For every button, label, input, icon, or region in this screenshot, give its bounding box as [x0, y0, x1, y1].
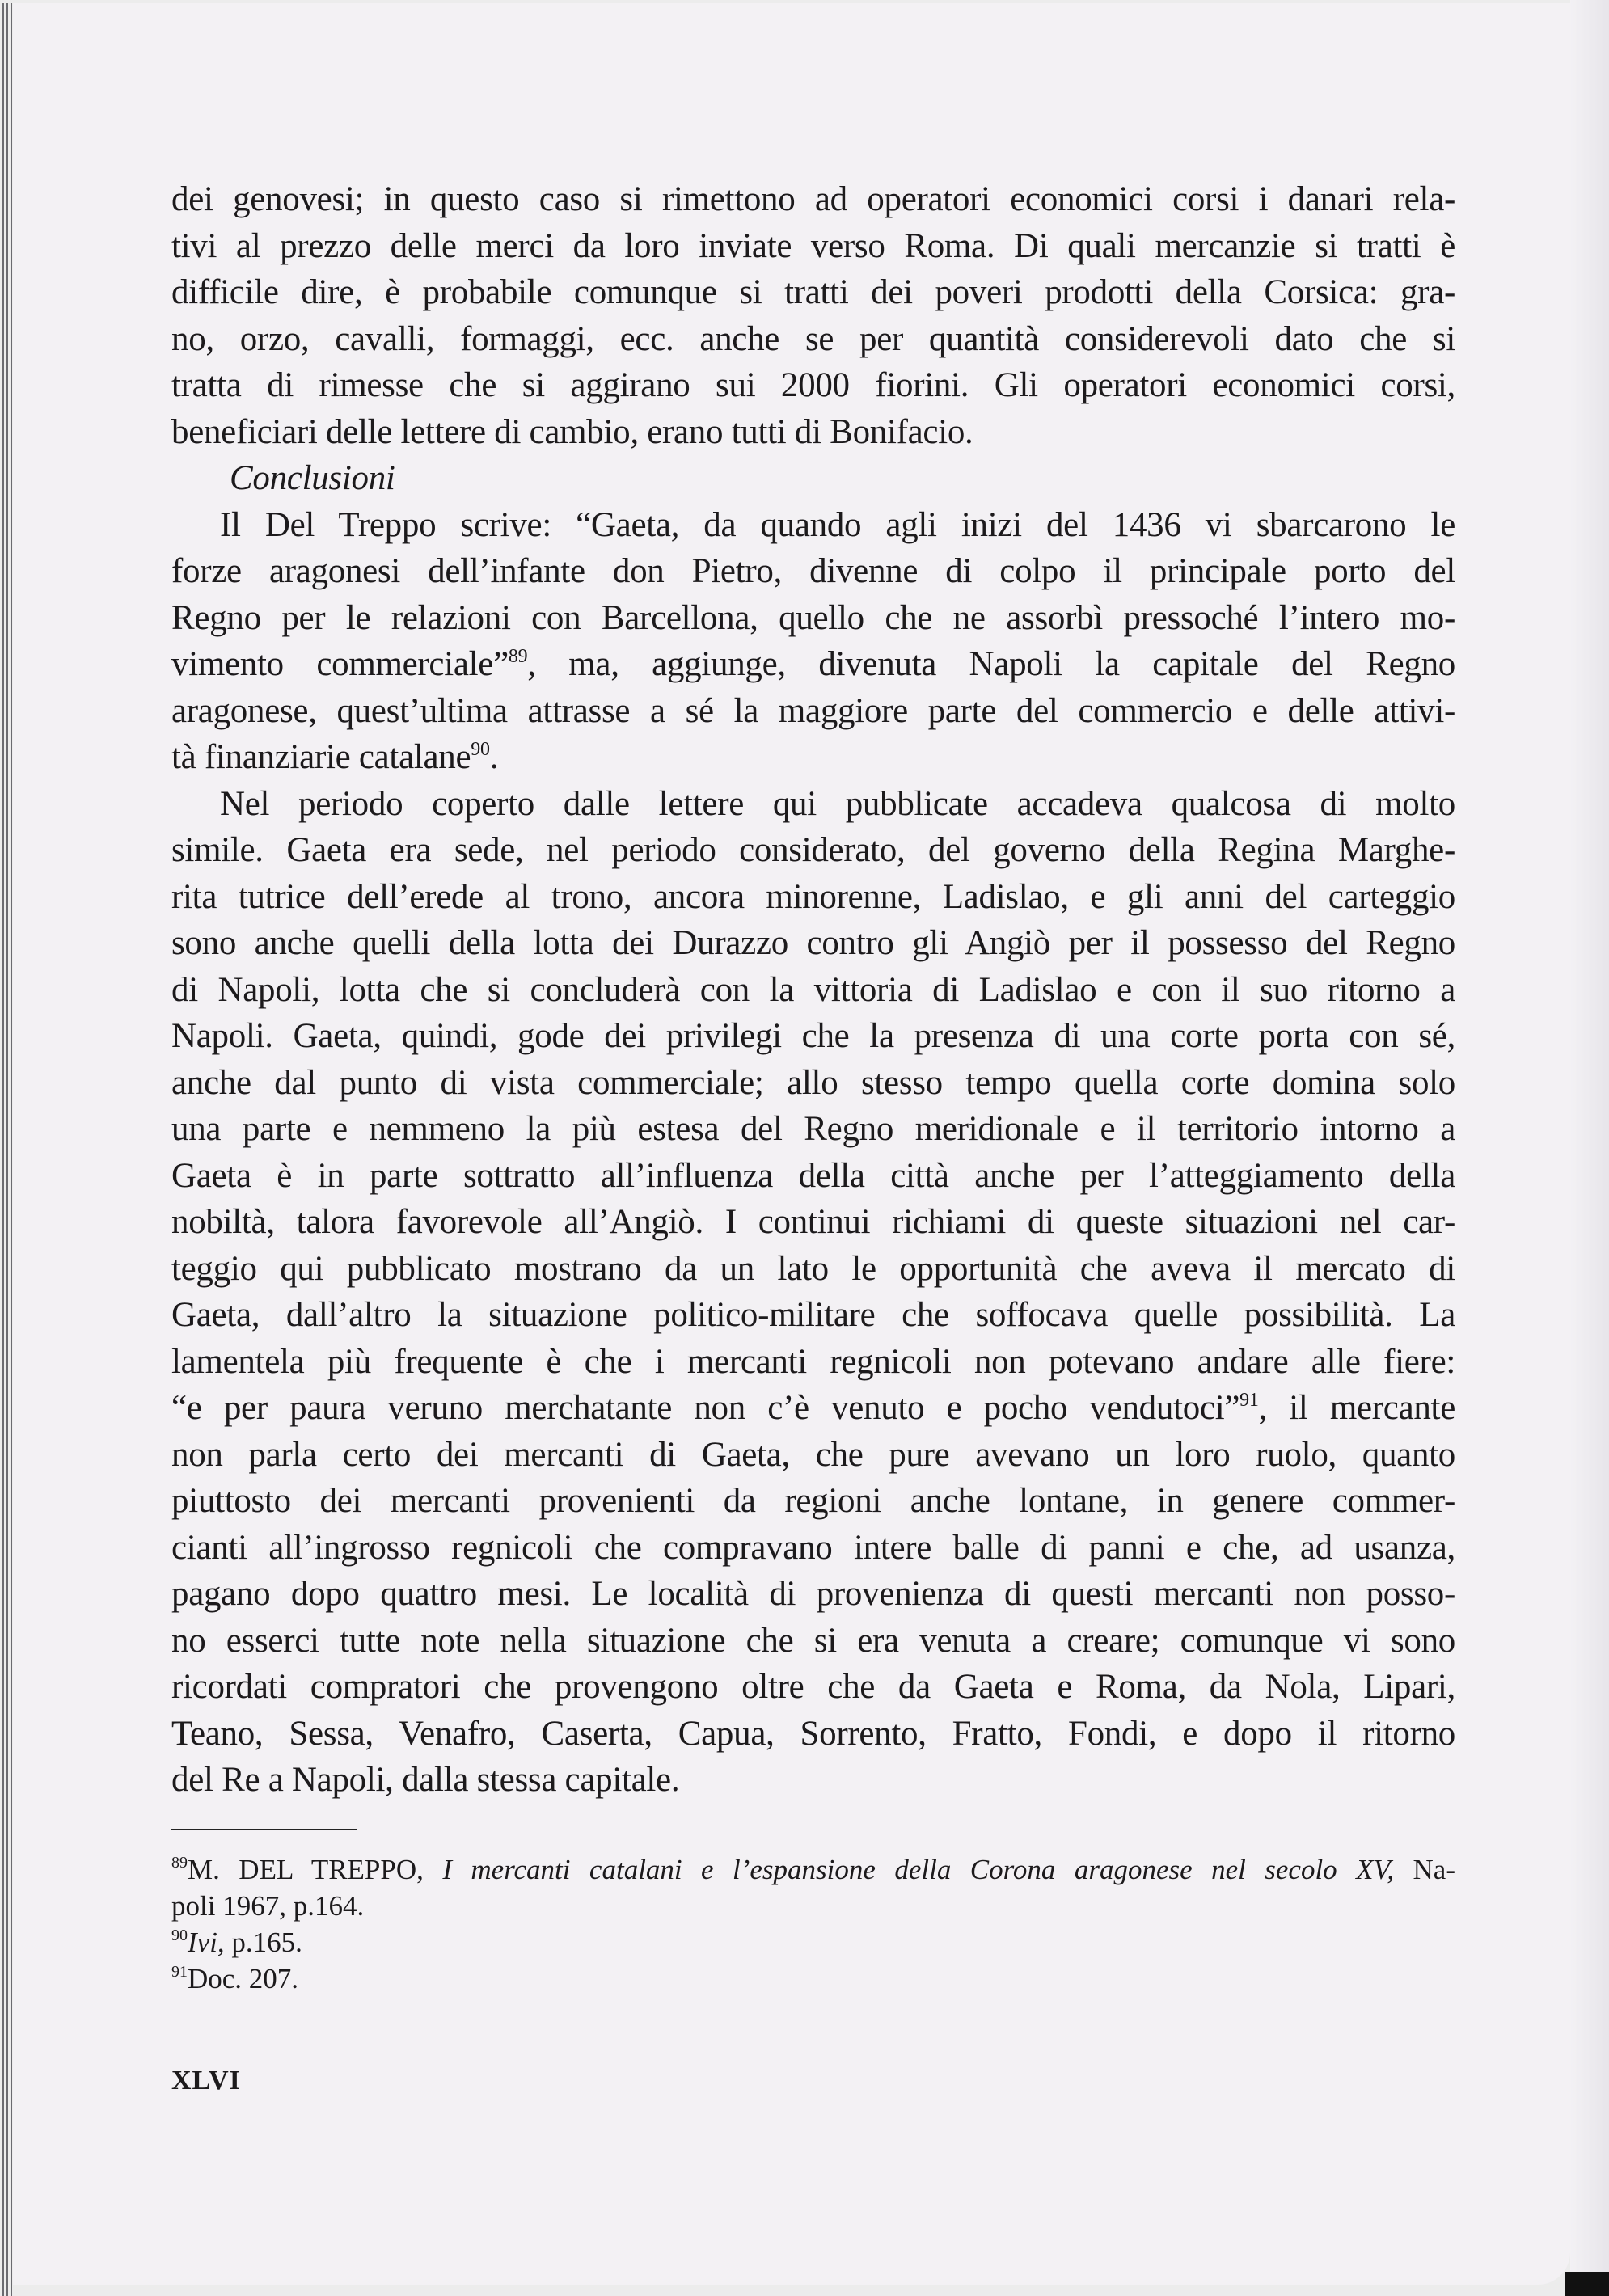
scan-background-corner: [1565, 2272, 1609, 2296]
text-line: tivi al prezzo delle merci da loro inviate verso Roma. Di quali mercanzie si tratti è: [171, 226, 1455, 265]
page-number: XLVI: [171, 2066, 241, 2096]
text-line: Gaeta è in parte sottratto all’influenza della città anche per l’atteggiamento della: [171, 1156, 1455, 1195]
body-text: [171, 176, 1455, 1804]
footnote-91: [171, 1960, 1455, 1997]
text-line: teggio qui pubblicato mostrano da un lato le opportunità che aveva il mercato di: [171, 1249, 1455, 1288]
footnote-title: I mercanti catalani e l’espansione della Corona aragonese nel secolo XV,: [442, 1854, 1395, 1885]
text-line: [171, 641, 1455, 688]
text-span: tà finanziarie catalane: [171, 738, 471, 776]
footnote-ref-90[interactable]: 90: [471, 739, 490, 760]
footnote-separator: [171, 1829, 357, 1830]
text-span: p.165.: [224, 1927, 302, 1958]
footnote-90: [171, 1924, 1455, 1960]
footnotes: [171, 1851, 1455, 1997]
text-span: .: [489, 738, 499, 776]
text-line: no esserci tutte note nella situazione che si era venuta a creare; comunque vi sono: [171, 1621, 1455, 1660]
text-line: del Re a Napoli, dalla stessa capitale.: [171, 1761, 680, 1799]
page-gutter-shadow: [1570, 0, 1609, 2296]
footnote-89: [171, 1851, 1455, 1888]
text-line: dei genovesi; in questo caso si rimettono ad operatori economici corsi i danari rela-: [171, 180, 1455, 218]
footnote-author: M. DEL TREPPO,: [188, 1854, 443, 1885]
footnote-89-cont: poli 1967, p.164.: [171, 1890, 365, 1922]
text-line: beneficiari delle lettere di cambio, erano tutti di Bonifacio.: [171, 412, 973, 451]
text-line: una parte e nemmeno la più estesa del Regno meridionale e il territorio intorno a: [171, 1110, 1455, 1148]
text-line: Il Del Treppo scrive: “Gaeta, da quando agli inizi del 1436 vi sbarcarono le: [220, 505, 1455, 544]
text-line: simile. Gaeta era sede, nel periodo considerato, del governo della Regina Marghe-: [171, 831, 1455, 869]
footnote-text: Doc. 207.: [188, 1963, 299, 1994]
text-span: Na-: [1394, 1854, 1455, 1885]
text-line: nobiltà, talora favorevole all’Angiò. I continui richiami di queste situazioni nel car-: [171, 1203, 1455, 1241]
text-line: [171, 1385, 1455, 1432]
text-line: di Napoli, lotta che si concluderà con la vittoria di Ladislao e con il suo ritorno a: [171, 970, 1455, 1009]
footnote-number: 90: [171, 1927, 188, 1944]
text-line: difficile dire, è probabile comunque si tratti dei poveri prodotti della Corsica: gra-: [171, 273, 1455, 311]
text-line: pagano dopo quattro mesi. Le località di provenienza di questi mercanti non posso-: [171, 1575, 1455, 1613]
footnote-ref-89[interactable]: 89: [508, 646, 528, 667]
text-line: Napoli. Gaeta, quindi, gode dei privilegi che la presenza di una corte porta con sé,: [171, 1017, 1455, 1055]
text-line: [171, 734, 1455, 781]
text-line: cianti all’ingrosso regnicoli che compravano intere balle di panni e che, ad usanza,: [171, 1528, 1455, 1567]
text-line: no, orzo, cavalli, formaggi, ecc. anche se per quantità considerevoli dato che si: [171, 319, 1455, 358]
text-line: Teano, Sessa, Venafro, Caserta, Capua, Sorrento, Fratto, Fondi, e dopo il ritorno: [171, 1714, 1455, 1753]
text-line: Nel periodo coperto dalle lettere qui pubblicate accadeva qualcosa di molto: [220, 784, 1455, 823]
text-line: ricordati compratori che provengono oltre che da Gaeta e Roma, da Nola, Lipari,: [171, 1668, 1455, 1706]
page-edge-line: [11, 3, 12, 2296]
text-line: rita tutrice dell’erede al trono, ancora minorenne, Ladislao, e gli anni del carteggio: [171, 877, 1455, 916]
text-line: piuttosto dei mercanti provenienti da regioni anche lontane, in genere commer-: [171, 1482, 1455, 1520]
text-line: lamentela più frequente è che i mercanti regnicoli non potevano andare alle fiere:: [171, 1342, 1455, 1381]
text-line: non parla certo dei mercanti di Gaeta, che pure avevano un loro ruolo, quanto: [171, 1435, 1455, 1474]
footnote-title: Ivi,: [188, 1927, 225, 1958]
text-span: , ma, aggiunge, divenuta Napoli la capitale del Regno: [527, 645, 1455, 683]
section-heading: Conclusioni: [230, 459, 395, 497]
text-span: , il mercante: [1258, 1389, 1455, 1427]
text-span: vimento commerciale”: [171, 645, 509, 683]
text-line: Regno per le relazioni con Barcellona, quello che ne assorbì pressoché l’intero mo-: [171, 598, 1455, 637]
text-line: tratta di rimesse che si aggirano sui 2000 fiorini. Gli operatori economici corsi,: [171, 366, 1455, 404]
text-line: anche dal punto di vista commerciale; allo stesso tempo quella corte domina solo: [171, 1063, 1455, 1102]
page-edge-line: [6, 3, 8, 2296]
paragraph-2: [171, 502, 1455, 781]
footnote-number: 89: [171, 1854, 188, 1872]
quotation: “e per paura veruno merchatante non c’è venuto e pocho vendutoci”: [171, 1389, 1240, 1427]
page-edge-line: [2, 3, 4, 2296]
footnote-number: 91: [171, 1963, 188, 1981]
text-line: aragonese, quest’ultima attrasse a sé la maggiore parte del commercio e delle attivi-: [171, 691, 1455, 730]
text-line: sono anche quelli della lotta dei Durazzo contro gli Angiò per il possesso del Regno: [171, 924, 1455, 962]
text-line: Gaeta, dall’altro la situazione politico-militare che soffocava quelle possibilità. La: [171, 1296, 1455, 1334]
paragraph-3: [171, 781, 1455, 1804]
paragraph-1: [171, 176, 1455, 455]
text-line: forze aragonesi dell’infante don Pietro, divenne di colpo il principale porto del: [171, 552, 1455, 590]
footnote-ref-91[interactable]: 91: [1239, 1390, 1259, 1411]
